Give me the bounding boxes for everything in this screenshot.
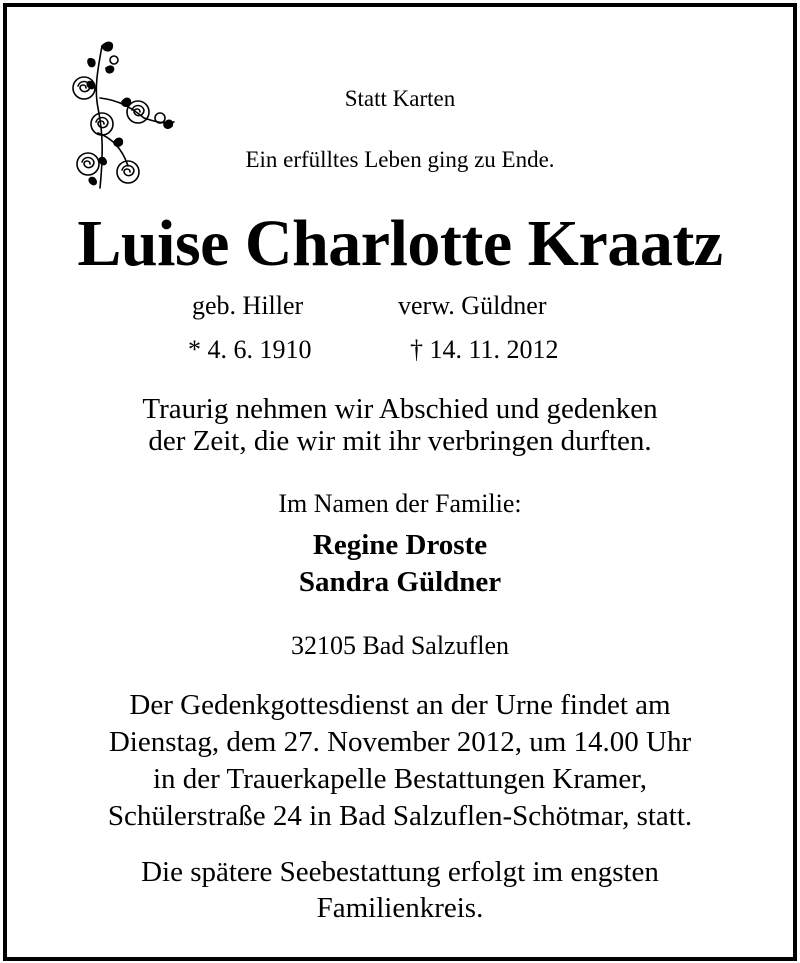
service-line-3: in der Trauerkapelle Bestattungen Kramer,: [152, 763, 648, 795]
service-line-1: Der Gedenkgottesdienst an der Urne findet am: [129, 689, 671, 721]
family-member-1: Regine Droste: [312, 529, 488, 561]
burial-line-2: Familienkreis.: [316, 892, 484, 924]
birth-name: geb. Hiller: [192, 291, 304, 320]
service-line-4: Schülerstraße 24 in Bad Salzuflen-Schötmar, statt.: [107, 800, 693, 832]
service-line-2: Dienstag, dem 27. November 2012, um 14.00 Uhr: [108, 726, 692, 758]
family-member-2: Sandra Güldner: [298, 566, 502, 598]
family-intro: Im Namen der Familie:: [278, 489, 522, 518]
deceased-name: Luise Charlotte Kraatz: [77, 207, 723, 280]
death-date: † 14. 11. 2012: [410, 335, 559, 364]
family-location: 32105 Bad Salzuflen: [290, 631, 510, 660]
statt-karten-label: Statt Karten: [344, 86, 456, 111]
farewell-line-2: der Zeit, die wir mit ihr verbringen durften.: [148, 425, 652, 457]
birth-date: * 4. 6. 1910: [188, 335, 312, 364]
farewell-line-1: Traurig nehmen wir Abschied und gedenken: [142, 393, 658, 425]
burial-line-1: Die spätere Seebestattung erfolgt im engsten: [141, 856, 659, 888]
subtitle-text: Ein erfülltes Leben ging zu Ende.: [245, 147, 555, 172]
married-name: verw. Güldner: [398, 291, 547, 320]
